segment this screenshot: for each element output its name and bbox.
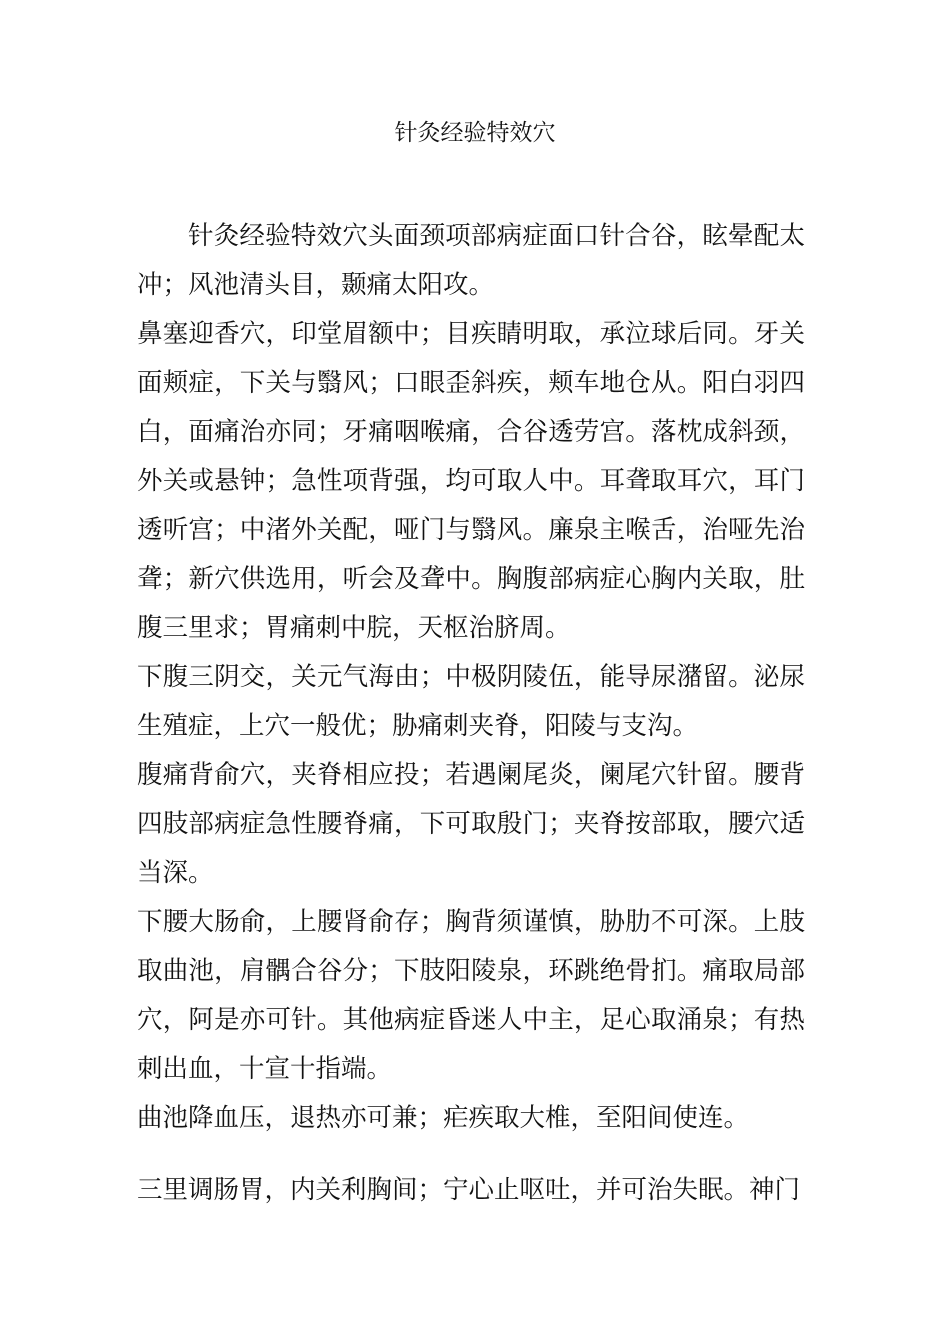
paragraph-lower-back: 下腰大肠俞，上腰肾俞存；胸背须谨慎，胁肋不可深。上肢取曲池，肩髃合谷分；下肢阳陵泉，环跳绝骨扪。痛取局部穴，阿是亦可针。其他病症昏迷人中主，足心取涌泉；有热刺出血，十宣十指端。 [137, 907, 805, 1084]
paragraph-head-face: 鼻塞迎香穴，印堂眉额中；目疾睛明取，承泣球后同。牙关面颊症，下关与翳风；口眼歪斜疾，颊车地仓从。阳白羽四白，面痛治亦同；牙痛咽喉痛，合谷透劳宫。落枕成斜颈，外关或悬钟；急性项背强，均可取人中。耳聋取耳穴，耳门透听宫；中渚外关配，哑门与翳风。廉泉主喉舌，治哑先治聋；新穴供选用，听会及聋中。胸腹部病症心胸内关取，肚腹三里求；胃痛刺中脘，天枢治脐周。 [137, 319, 805, 643]
paragraph-intro: 针灸经验特效穴头面颈项部病症面口针合谷，眩晕配太冲；风池清头目，颞痛太阳攻。 [137, 221, 805, 300]
paragraph-lower-abdomen: 下腹三阴交，关元气海由；中极阴陵伍，能导尿潴留。泌尿生殖症，上穴一般优；胁痛刺夹脊，阳陵与支沟。 [137, 662, 805, 741]
document-title: 针灸经验特效穴 [394, 120, 556, 146]
paragraph-abdominal-pain: 腹痛背俞穴，夹脊相应投；若遇阑尾炎，阑尾穴针留。腰背四肢部病症急性腰脊痛，下可取殷门；夹脊按部取，腰穴适当深。 [137, 760, 805, 888]
document-body [137, 212, 805, 1215]
paragraph-blood-pressure: 曲池降血压，退热亦可兼；疟疾取大椎，至阳间使连。 [137, 1103, 750, 1133]
paragraph-stomach: 三里调肠胃，内关利胸间；宁心止呕吐，并可治失眠。神门 [137, 1175, 801, 1205]
